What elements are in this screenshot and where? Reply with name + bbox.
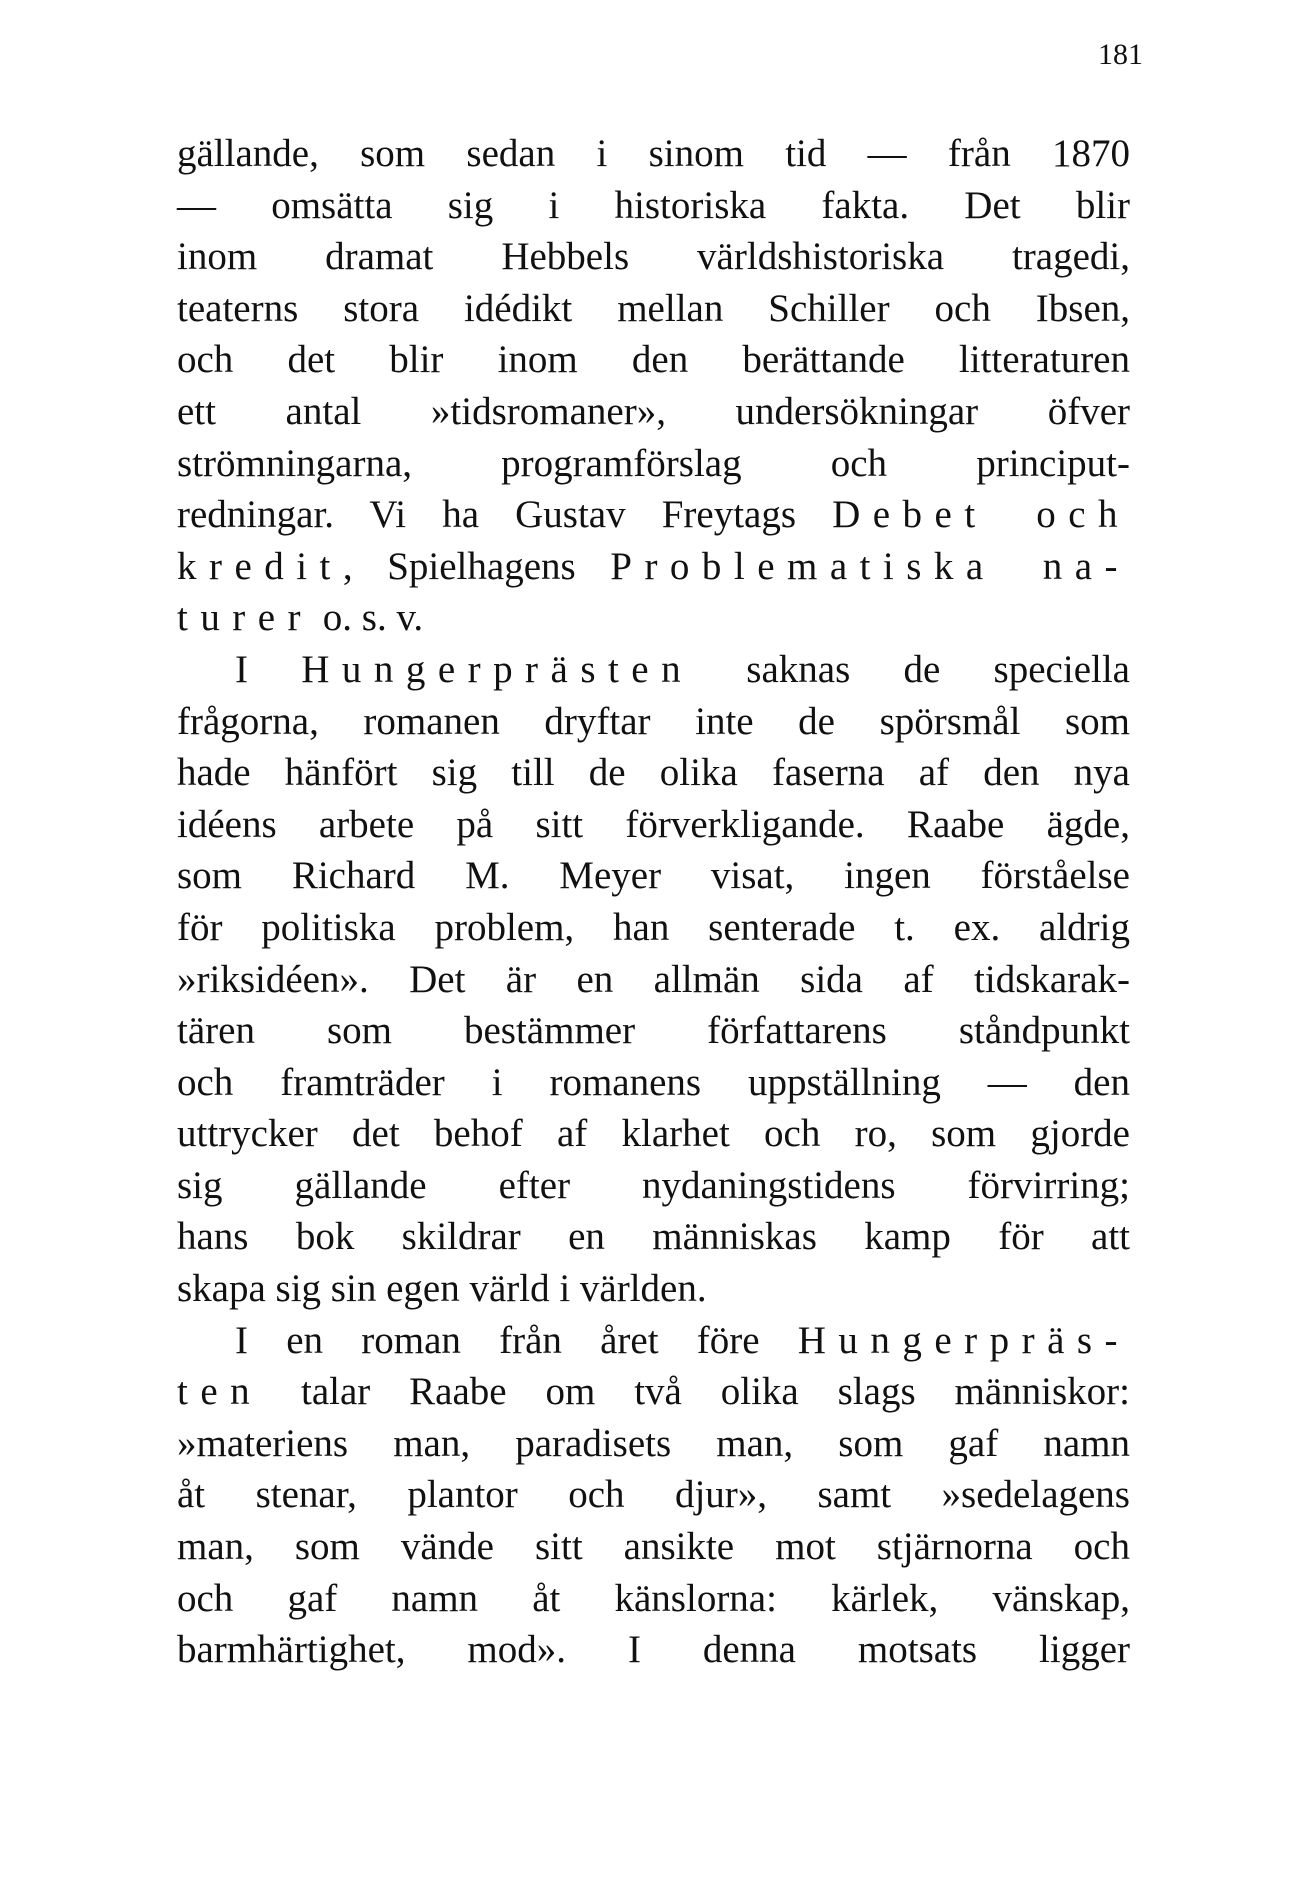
- text-line: [177, 1469, 1130, 1521]
- text-line: [177, 1108, 1130, 1160]
- text-line: [177, 747, 1130, 799]
- text-line: [177, 489, 1130, 541]
- text-line: [177, 1624, 1130, 1676]
- text-line: [177, 1521, 1130, 1573]
- text-segment: man, som vände sitt ansikte mot stjärnorna och: [177, 1525, 1130, 1569]
- spaced-title-text: Hungerpräs-: [797, 1318, 1130, 1362]
- text-line: [177, 231, 1130, 283]
- text-line: [177, 1366, 1130, 1418]
- text-line: [177, 799, 1130, 851]
- text-segment: frågorna, romanen dryftar inte de spörsmål som: [177, 699, 1130, 743]
- text-segment: »materiens man, paradisets man, som gaf namn: [177, 1421, 1130, 1465]
- text-segment: I en roman från året före: [235, 1318, 798, 1362]
- text-line: [177, 954, 1130, 1006]
- text-segment: och framträder i romanens uppställning — den: [177, 1060, 1130, 1104]
- text-line: [177, 696, 1130, 748]
- text-segment: tären som bestämmer författarens ståndpunkt: [177, 1009, 1130, 1053]
- text-segment: som Richard M. Meyer visat, ingen förståelse: [177, 854, 1130, 898]
- spaced-title-text: Debet och: [832, 493, 1130, 537]
- text-line: [177, 1057, 1130, 1109]
- text-segment: uttrycker det behof af klarhet och ro, som gjorde: [177, 1112, 1130, 1156]
- text-segment: redningar. Vi ha Gustav Freytags: [177, 493, 833, 537]
- text-segment: hans bok skildrar en människas kamp för att: [177, 1215, 1130, 1259]
- text-line: [177, 1315, 1130, 1367]
- text-line: [177, 541, 1130, 593]
- text-segment: åt stenar, plantor och djur», samt »sedelagens: [177, 1473, 1130, 1517]
- page-number: 181: [1098, 38, 1143, 71]
- text-line: [177, 1211, 1130, 1263]
- text-line: [177, 180, 1130, 232]
- text-segment: I: [235, 647, 302, 691]
- text-segment: talar Raabe om två olika slags människor:: [262, 1370, 1130, 1414]
- text-line: [177, 902, 1130, 954]
- text-line: [177, 283, 1130, 335]
- text-segment: idéens arbete på sitt förverkligande. Raabe ägde,: [177, 802, 1130, 846]
- text-segment: ett antal »tidsromaner», undersökningar öfver: [177, 389, 1130, 433]
- body-text: [177, 128, 1130, 1676]
- text-segment: o. s. v.: [313, 596, 424, 640]
- spaced-title-text: kredit: [177, 544, 343, 588]
- text-segment: och det blir inom den berättande litteraturen: [177, 338, 1130, 382]
- text-segment: — omsätta sig i historiska fakta. Det blir: [177, 183, 1130, 227]
- text-segment: hade hänfört sig till de olika faserna af den nya: [177, 751, 1130, 795]
- text-segment: för politiska problem, han senterade t. ex. aldrig: [177, 905, 1130, 949]
- text-segment: , Spielhagens: [342, 544, 611, 588]
- text-segment: strömningarna, programförslag och principut-: [177, 441, 1130, 485]
- text-segment: barmhärtighet, mod». I denna motsats ligger: [177, 1628, 1130, 1672]
- text-segment: saknas de speciella: [693, 647, 1130, 691]
- text-line: [177, 1418, 1130, 1470]
- spaced-title-text: turer: [177, 596, 314, 640]
- text-segment: teaterns stora idédikt mellan Schiller och Ibsen,: [177, 286, 1130, 330]
- text-line: [177, 334, 1130, 386]
- text-line: [177, 386, 1130, 438]
- text-segment: och gaf namn åt känslorna: kärlek, vänskap,: [177, 1576, 1130, 1620]
- spaced-title-text: Problematiska na-: [610, 544, 1130, 588]
- text-segment: gällande, som sedan i sinom tid — från 1870: [177, 132, 1130, 175]
- text-line: [177, 1263, 1130, 1315]
- text-line: [177, 1005, 1130, 1057]
- text-segment: sig gällande efter nydaningstidens förvirring;: [177, 1163, 1130, 1207]
- text-line: [177, 592, 1130, 644]
- text-line: [177, 850, 1130, 902]
- text-line: [177, 644, 1130, 696]
- spaced-title-text: Hungerprästen: [301, 647, 694, 691]
- text-line: [177, 438, 1130, 490]
- text-segment: »riksidéen». Det är en allmän sida af tidskarak-: [177, 957, 1130, 1001]
- text-segment: inom dramat Hebbels världshistoriska tragedi,: [177, 235, 1130, 279]
- spaced-title-text: ten: [177, 1370, 263, 1414]
- text-segment: skapa sig sin egen värld i världen.: [177, 1267, 707, 1311]
- text-line: [177, 1573, 1130, 1625]
- text-line: [177, 1160, 1130, 1212]
- text-line: [177, 128, 1130, 180]
